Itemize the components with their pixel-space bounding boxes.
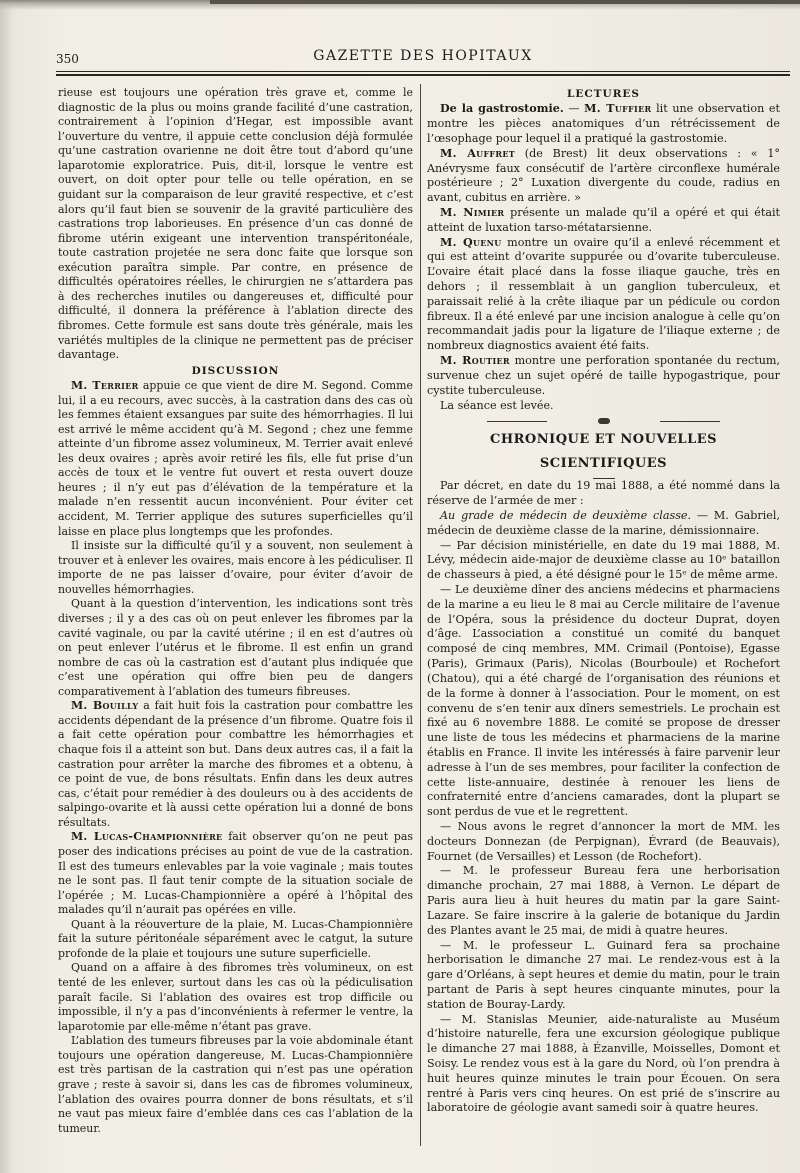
- paragraph: [58, 699, 413, 830]
- paragraph-text: (de Brest) lit deux observations : « 1° Anévrysme faux consécutif de l’artère circonflexe humérale postérieure ; 2° Luxation divergente du coude, radius en avant, cubitus en arrière. »: [427, 146, 780, 205]
- ornament-line-right: [660, 421, 720, 422]
- speaker-name: M. Nimier: [440, 205, 505, 219]
- paragraph-text: montre une perforation spontanée du rectum, survenue chez un sujet opéré de taille hypogastrique, pour cystite tuberculeuse.: [427, 354, 780, 397]
- paragraph: Quand on a affaire à des fibromes très volumineux, on est tenté de les enlever, surtout dans les cas où la pédiculisation paraît facile. Si l’ablation des ovaires est trop difficile ou impossible, il n’y a pas d’inconvénients à refermer le ventre, la laparotomie par elle-même n’étant pas grave.: [58, 961, 413, 1033]
- paragraph: [427, 354, 780, 398]
- paragraph: — M. le professeur L. Guinard fera sa prochaine herborisation le dimanche 27 mai. Le rendez-vous est à la gare d’Orléans, à sept heures et demie du matin, pour le train partant de Paris à sept heures cinquante minutes, pour la station de Bouray-Lardy.: [427, 938, 780, 1011]
- ornament-center: [598, 418, 610, 424]
- section-heading-discussion: DISCUSSION: [191, 364, 280, 377]
- paragraph: [427, 236, 780, 355]
- section-heading-lectures: LECTURES: [566, 88, 641, 100]
- paragraph: Par décret, en date du 19 mai 1888, a été nommé dans la réserve de l’armée de mer :: [427, 479, 780, 508]
- paragraph: L’ablation des tumeurs fibreuses par la voie abdominale étant toujours une opération dangereuse, M. Lucas-Championnière est très partisan de la castration qui n’est pas une opération grave ; reste à savoir si, dans les cas de fibromes volumineux, l’ablation des ovaires pourra donner de bons résultats, et s’il ne vaut pas mieux faire d’emblée dans ces cas l’ablation de la tumeur.: [58, 1034, 413, 1135]
- paragraph: — Nous avons le regret d’annoncer la mort de MM. les docteurs Donnezan (de Perpignan), Évrard (de Beauvais), Fournet (de Versailles) et Lesson (de Rochefort).: [427, 820, 780, 863]
- dash-separator: —: [563, 102, 585, 116]
- header-rule-top: [56, 71, 790, 72]
- section-heading-chronique: CHRONIQUE ET NOUVELLES SCIENTIFIQUES: [489, 432, 718, 472]
- paragraph-text: lit une observation et montre les pièces anatomiques d’un rétrécissement de l’œsophage pour lequel il a pratiqué la gastrostomie.: [427, 102, 780, 145]
- paragraph: — Par décision ministérielle, en date du 19 mai 1888, M. Lévy, médecin aide-major de deuxième classe au 10ᵉ bataillon de chasseurs à pied, a été désigné pour le 15ᵉ de même arme.: [427, 538, 780, 582]
- speaker-name: M. Lucas-Championnière: [71, 830, 223, 844]
- scan-top-dark-strip: [210, 0, 800, 4]
- speaker-name: M. Terrier: [71, 378, 139, 392]
- paragraph-text: a fait huit fois la castration pour combattre les accidents dépendant de la présence d’un fibrome. Quatre fois il a fait cette opération pour combattre les hémorrhagies et chaque fois il a atteint son but. Dans deux autres cas, il a fait la castration pour arrêter la marche des fibromes et a obtenu, à ce point de vue, de bons résultats. Enfin dans les deux autres cas, c’était pour remédier à des douleurs ou à des accidents de salpingo-ovarite et là aussi cette opération lui a donné de bons résultats.: [58, 699, 414, 829]
- paragraph: Quant à la question d’intervention, les indications sont très diverses ; il y a des cas où on peut enlever les fibromes par la cavité vaginale, ou par la cavité utérine ; il en est d’autres où on peut enlever l’utérus et le fibrome. Il est enfin un grand nombre de cas où la castration est d’autant plus indiquée que c’est une opération qui offre bien peu de dangers comparativement à l’ablation des tumeurs fibreuses.: [58, 597, 413, 698]
- paragraph: [427, 147, 780, 206]
- ornament-line-left: [487, 421, 547, 422]
- speaker-name: M. Routier: [440, 354, 510, 368]
- speaker-name: M. Bouilly: [71, 699, 139, 713]
- lecture-title: De la gastrostomie.: [440, 102, 564, 116]
- paragraph: Il insiste sur la difficulté qu’il y a souvent, non seulement à trouver et à enlever les ovaires, mais encore à les pédiculiser. Il importe de ne pas laisser d’ovaire, pour éviter d’avoir de nouvelles hémorrhagies.: [58, 539, 413, 596]
- grade-title: Au grade de médecin de deuxième classe.: [440, 508, 692, 522]
- paragraph: [58, 379, 413, 539]
- column-divider: [420, 84, 421, 1146]
- journal-title: GAZETTE DES HOPITAUX: [313, 48, 533, 64]
- speaker-name: M. Auffret: [440, 146, 516, 160]
- paragraph: — M. le professeur Bureau fera une herborisation dimanche prochain, 27 mai 1888, à Vernon. Le départ de Paris aura lieu à huit heures du matin par la gare Saint-Lazare. Se faire inscrire à la galerie de botanique du Jardin des Plantes avant le 25 mai, de midi à quatre heures.: [427, 864, 780, 937]
- paragraph: Quant à la réouverture de la plaie, M. Lucas-Championnière fait la suture péritonéale séparément avec le catgut, la suture profonde de la plaie et toujours une suture superficielle.: [58, 917, 413, 960]
- right-column: [427, 86, 780, 1116]
- paragraph: — M. Stanislas Meunier, aide-naturaliste au Muséum d’histoire naturelle, fera une excursion géologique publique le dimanche 27 mai 1888, à Ézanville, Moisselles, Domont et Soisy. Le rendez vous est à la gare du Nord, où l’on prendra à huit heures quinze minutes le train pour Écouen. On sera rentré à Paris vers cinq heures. On est prié de s’inscrire au laboratoire de géologie avant samedi soir à quatre heures.: [427, 1012, 780, 1115]
- paragraph-text: — M. Gabriel, médecin de deuxième classe de la marine, démissionnaire.: [427, 508, 780, 537]
- section-ornament: [427, 415, 780, 428]
- paragraph: [427, 206, 780, 236]
- left-column: [58, 86, 413, 1136]
- page-header: [56, 40, 790, 68]
- paragraph: — Le deuxième dîner des anciens médecins et pharmaciens de la marine a eu lieu le 8 mai au Cercle militaire de l’avenue de l’Opéra, sous la présidence du docteur Duprat, doyen d’âge. L’association a constitué un comité du banquet composé de cinq membres, MM. Crimail (Pontoise), Egasse (Paris), Grimaux (Paris), Nicolas (Bourboule) et Rochefort (Chatou), qui a été chargé de l’organisation des réunions et de la forme à donner à l’association. Pour le moment, on est convenu de s’en tenir aux dîners semestriels. Le prochain est fixé au 6 novembre 1888. Le comité se propose de dresser une liste de tous les médecins et pharmaciens de la marine établis en France. Il invite les intéressés à faire parvenir leur adresse à l’un de ses membres, pour faciliter la confection de cette liste-annuaire, destinée à renouer les liens de confraternité entre d’anciens camarades, dont la plupart se sont perdus de vue et le regrettent.: [427, 583, 780, 819]
- paragraph-text: fait observer qu’on ne peut pas poser des indications précises au point de vue de la castration. Il est des tumeurs enlevables par la voie vaginale ; mais toutes ne le sont pas. Il faut tenir compte de la situation sociale de l’opérée ; M. Lucas-Championnière a opéré à l’hôpital des malades qu’il n’aurait pas opérées en ville.: [58, 830, 413, 917]
- speaker-name: M. Tuffier: [584, 102, 652, 116]
- paragraph-text: appuie ce que vient de dire M. Segond. Comme lui, il a eu recours, avec succès, à la castration dans des cas où les femmes étaient exsangues par suite des hémorrhagies. Il lui est arrivé le même accident qu’à M. Segond ; chez une femme atteinte d’un fibrome assez volumineux, M. Terrier avait enlevé les deux ovaires ; après avoir retiré les fils, elle fut prise d’un accès de toux et le ventre fut ouvert et resta ouvert douze heures ; il n’y eut pas d’élévation de la température et la malade n’en ressentit aucun inconvénient. Pour éviter cet accident, M. Terrier applique des sutures superficielles qu’il laisse en place plus longtemps que les profondes.: [58, 378, 413, 538]
- page-number: 350: [56, 52, 79, 66]
- header-rule-bottom: [56, 74, 790, 76]
- speaker-name: M. Quenu: [440, 235, 502, 249]
- paragraph: [58, 830, 413, 917]
- binding-shadow: [0, 0, 14, 1173]
- paragraph: rieuse est toujours une opération très grave et, comme le diagnostic de la plus ou moins grande facilité d’une castration, contrairement à l’opinion d’Hegar, est impossible avant l’ouverture du ventre, il appuie cette conclusion déjà formulée qu’une castration ovarienne ne doit être tout d’abord qu’une laparotomie exploratrice. Puis, dit-il, lorsque le ventre est ouvert, on doit opter pour telle ou telle opération, en se guidant sur la comparaison de leur gravité respective, et c’est alors qu’il faut bien se souvenir de la gravité particulière des castrations trop laborieuses. En présence d’un cas donné de fibrome utérin exigeant une intervention transpéritonéale, toute castration projetée ne sera donc faite que lorsque son exécution paraîtra simple. Par contre, en présence de difficultés opératoires réelles, le chirurgien ne s’attardera pas à des recherches inutiles ou dangereuses et, difficulté pour difficulté, il donnera la préférence à l’ablation directe des fibromes. Cette formule est sans doute très générale, mais les variétés multiples de la clinique ne permettent pas de préciser davantage.: [58, 86, 413, 362]
- paragraph: [427, 509, 780, 539]
- paragraph: [427, 102, 780, 146]
- paragraph-text: montre un ovaire qu’il a enlevé récemment et qui est atteint d’ovarite suppurée ou d’ovarite tuberculeuse. L’ovaire était placé dans la fosse iliaque gauche, très en dehors ; il ressemblait à un ganglion tuberculeux, et paraissait relié à la crête iliaque par un pédicule ou cordon fibreux. Il a été enlevé par une incision analogue à celle qu’on recommandait jadis pour la ligature de l’iliaque externe ; de nombreux diagnostics avaient été faits.: [427, 235, 780, 353]
- paragraph-text: présente un malade qu’il a opéré et qui était atteint de luxation tarso-métatarsienne.: [427, 205, 780, 234]
- session-closed: La séance est levée.: [440, 398, 554, 412]
